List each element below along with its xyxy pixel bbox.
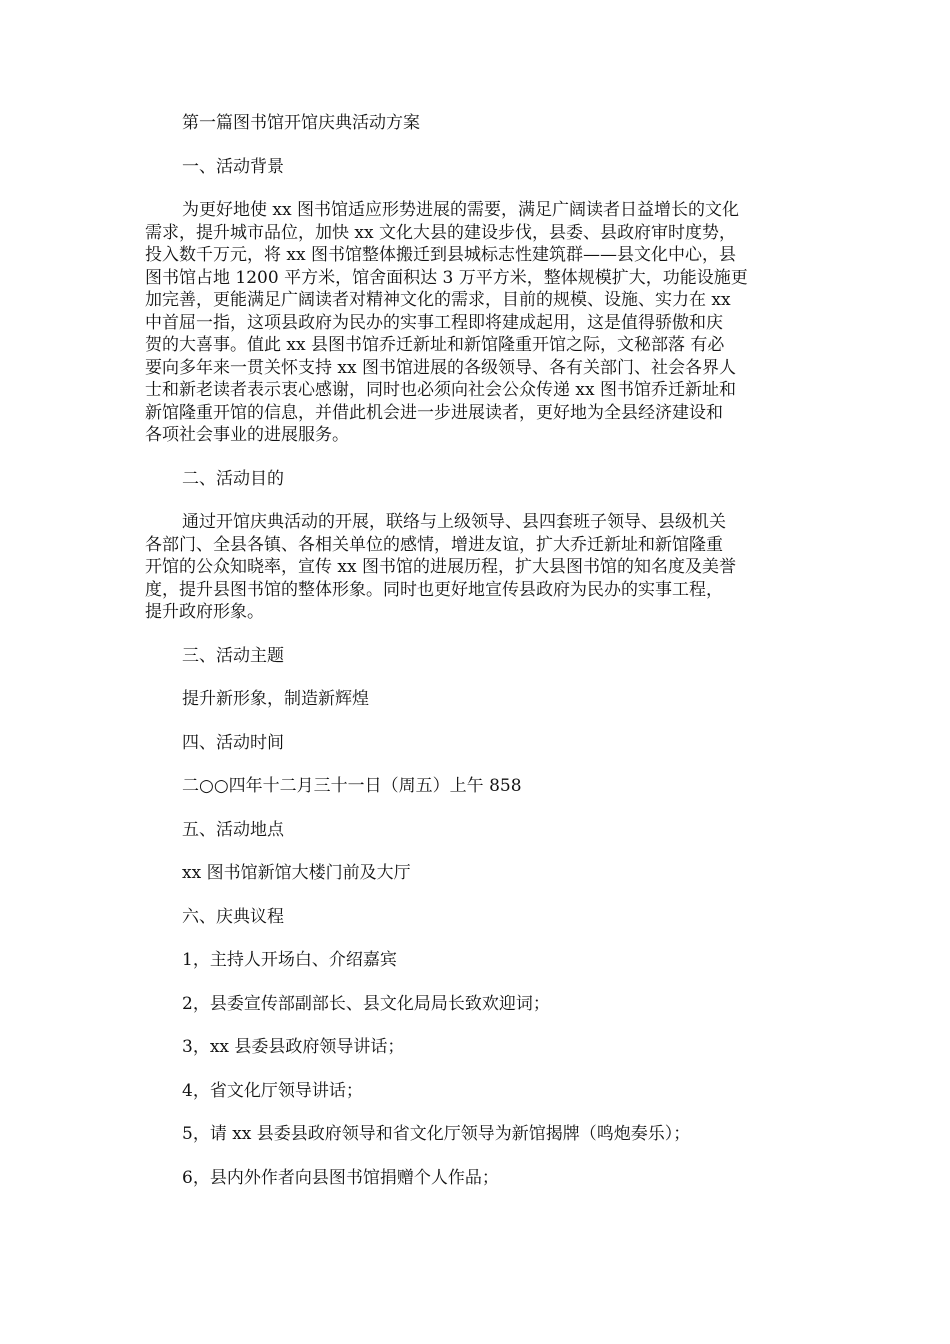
section-heading-background: 一、活动背景: [182, 156, 284, 177]
agenda-item: 6，县内外作者向县图书馆捐赠个人作品；: [182, 1167, 499, 1188]
document-title: 第一篇图书馆开馆庆典活动方案: [182, 113, 420, 133]
section-heading-theme: 三、活动主题: [182, 645, 284, 666]
paragraph-line: 图书馆占地 1200 平方米，馆舍面积达 3 万平方米，整体规模扩大，功能设施更: [145, 267, 748, 288]
paragraph-background: [145, 199, 805, 447]
paragraph-line: 加完善，更能满足广阔读者对精神文化的需求，目前的规模、设施、实力在 xx: [145, 290, 731, 310]
agenda-item: 3，xx 县委县政府领导讲话；: [182, 1037, 405, 1057]
paragraph-line: 度，提升县图书馆的整体形象。同时也更好地宣传县政府为民办的实事工程，: [145, 579, 723, 600]
paragraph-line: 新馆隆重开馆的信息，并借此机会进一步进展读者，更好地为全县经济建设和: [145, 402, 723, 423]
agenda-item: 1，主持人开场白、介绍嘉宾: [182, 950, 397, 970]
paragraph-line: 投入数千万元，将 xx 图书馆整体搬迁到县城标志性建筑群——县文化中心，县: [145, 245, 736, 265]
paragraph-line: 各项社会事业的进展服务。: [145, 425, 349, 445]
agenda-item: 5，请 xx 县委县政府领导和省文化厅领导为新馆揭牌（鸣炮奏乐）；: [182, 1124, 691, 1144]
paragraph-purpose: [145, 511, 805, 624]
paragraph-line: 需求，提升城市品位，加快 xx 文化大县的建设步伐，县委、县政府审时度势，: [145, 222, 736, 243]
section-heading-agenda: 六、庆典议程: [182, 906, 284, 927]
paragraph-line: 开馆的公众知晓率，宣传 xx 图书馆的进展历程，扩大县图书馆的知名度及美誉: [145, 557, 736, 577]
document-page: [145, 112, 805, 1189]
paragraph-line: 为更好地使 xx 图书馆适应形势进展的需要，满足广阔读者日益增长的文化: [182, 200, 739, 220]
paragraph-line: 中首屈一指，这项县政府为民办的实事工程即将建成起用，这是值得骄傲和庆: [145, 312, 723, 333]
agenda-item: 4，省文化厅领导讲话；: [182, 1080, 363, 1101]
section-heading-purpose: 二、活动目的: [182, 468, 284, 489]
paragraph-line: 士和新老读者表示衷心感谢，同时也必须向社会公众传递 xx 图书馆乔迁新址和: [145, 380, 736, 400]
theme-text: 提升新形象，制造新辉煌: [182, 689, 369, 709]
agenda-item: 2，县委宣传部副部长、县文化局局长致欢迎词；: [182, 993, 550, 1014]
section-heading-time: 四、活动时间: [182, 732, 284, 753]
paragraph-line: 各部门、全县各镇、各相关单位的感情，增进友谊，扩大乔迁新址和新馆隆重: [145, 534, 723, 555]
paragraph-line: 要向多年来一贯关怀支持 xx 图书馆进展的各级领导、各有关部门、社会各界人: [145, 357, 736, 378]
location-text: xx 图书馆新馆大楼门前及大厅: [182, 863, 411, 883]
paragraph-line: 贺的大喜事。值此 xx 县图书馆乔迁新址和新馆隆重开馆之际，文秘部落 有必: [145, 335, 725, 355]
paragraph-line: 提升政府形象。: [145, 602, 264, 622]
time-text: 二○○四年十二月三十一日（周五）上午 858: [182, 776, 522, 796]
section-heading-location: 五、活动地点: [182, 819, 284, 840]
paragraph-line: 通过开馆庆典活动的开展，联络与上级领导、县四套班子领导、县级机关: [182, 512, 726, 532]
